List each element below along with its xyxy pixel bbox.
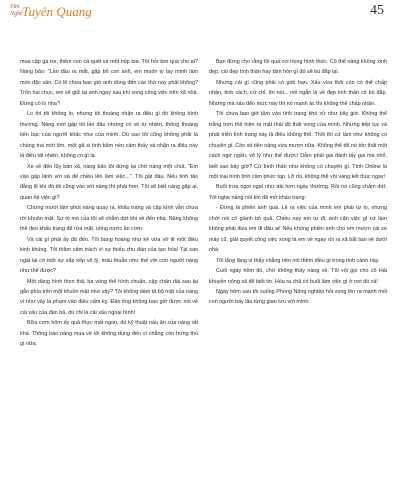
paragraph: Tôi lắng lặng vì thấy chẳng nên nói thêm điều gì trong tình cảnh này.	[216, 257, 380, 264]
paragraph: Buổi trưa ngọt ngạt như dài hơn ngày thường. Rồi nó cũng chấm dứt. Tôi nghe nàng nói khi đã mở khẩu trang:	[209, 184, 387, 201]
page-header	[0, 0, 402, 40]
paragraph: Tôi chưa bao giờ tâm vào tình trạng khó xử như bây giờ. Không thể trắng trợn thể hiện ra mặt thái độ thất vọng của mình. Nhưng tiếp tục và phát triển tình trạng này là điều không thể. Thôi thì cứ làm như không có chuyện gì. Còn số tiền nàng vừa mượn nữa. Không thể để nó tốn thất một cách ngớ ngẩn, vô lý như thế được! Dẫm phải gai đành lấy gai mà nhổ, biết sao bây giờ? Cứ bình thản như không có chuyện gì. Tình Online là một loại hình tình cảm phức tạp. Lỡ rồi, không thể vội vàng kết thúc ngay!	[209, 111, 387, 180]
paragraph: Ngày hôm sau tôi xuống Phòng Nông nghiệp hỏi vọng lên ra mạnh mối con người bấy lâu từng giao lưu với mình.	[209, 288, 387, 306]
paragraph: Chừng mười lăm phút nàng quay ra, khẩu trang và cặp kính vẫn chưa rời khuôn mặt. Sự tò mò của tôi sẽ chẳm dứt khi về đến nhà. Nàng không thể đeo khẩu trang để rửa mặt, uống nước ăn cơm.	[20, 205, 198, 233]
page-number: 45	[370, 3, 384, 18]
paragraph: Một dáng hình thon thả, ba vòng thể hình chuẩn, cặp chân dài sao lại gắn phía trên một khuôn mặt như vậy? Tôi không dám tả bộ mặt của nàng vì như vậy là phạm vào điều cấm kỵ. Đàn ông không bao giờ được nói về cái xấu của đàn bà, dù chỉ là cái xấu ngoại hình!	[20, 278, 198, 316]
left-column	[20, 57, 198, 350]
logo-title: Tuyên Quang	[22, 4, 92, 19]
paragraph: - Đừng là phiền anh quá. Lẽ ra việc của mình em phải tự lo, nhưng chớt nói có giành bố quả. Chiều nay em tự đi, anh cận việc gì cứ làm không phải đưa em đi đâu ai! Nếu không phiền anh cho em mượn cái xe máy cũ, giải quyết công việc xong là em về ngay rồi ra xã bắt taxi về dưới nhà.	[209, 205, 387, 254]
paragraph: Bữa cơm hôm ấy quả thực mất ngon, dù kỹ thuật nấu ăn của nàng rất khá. Thông báo nàng mua về tôi không dụng đến vì chẳng còn hứng thú gì nữa.	[20, 320, 198, 348]
logo-small-text-1: Văn	[10, 4, 20, 10]
paragraph: mua cặp gà tre, thêm con cá quết và một hộp bia. Tôi hỏi làm quà cho ai? Nàng bảo: "Lần đầu ra mắt, gặp bố con anh, em muốn ty tay mình làm món đặc sản. Có lẽ chưa bao giờ anh dùng đến các thứ này phải không? Trốn hai chục, em sẽ giữ lại anh ngay sau khi xong công việc trên xã nhà. Đừng có lo nha"!	[20, 59, 198, 107]
paragraph: Và cái gì phải ấy đã đến. Tôi bàng hoàng như kẻ vừa vỡ lẽ một điều kinh khủng. Tôi thẩm cảm trách vì sự thiếu chu đáo của tạo hóa! Tại sao ngài lại có một sự sắp xếp vô lý, máu thuẫn như thế với con người nàng như thế được?	[20, 236, 198, 275]
paragraph: Bạn đừng cho rằng tôi quá coi trọng hình thức. Có thể nàng không xinh đẹp, cái đẹp tính thần hay tâm hồn gì đó sẽ bù đắp lại.	[209, 59, 387, 76]
paragraph: Nhưng cái gì cũng phải có giới hạn. Xấu vừa thôi còn có thể chấp nhận, tính cách, cử chỉ, lời nói... nói ngắn là về đẹp tinh thần có bù đắp. Nhưng mà xấu đến mức này thì nó mạnh ác thì không thể chấp nhận.	[209, 79, 387, 107]
logo-small-text-2: Nghệ	[10, 11, 23, 17]
paragraph: Cuối ngày hôm đó, chờ không thấy nàng về. Tôi vội gọi cho cô Hải khuyến nông xã để biết tin. Hóa ra chả có buổi làm việc gì ở nơi đó cả!	[209, 268, 387, 285]
right-column	[209, 57, 387, 308]
paragraph: Xe về đến lũy bản xã, nàng bảo tôi đứng lại chờ nàng một chút. "Em vào gặp lãnh với xã để chiều lên làm việc...". Tôi gật đầu. Nếu tình tảo đằng lẽ khi đó tôi cũng vào với nàng thì phải hơn. Tôi sẽ biết nàng gặp ai, quan hệ việc gì?	[20, 163, 198, 201]
paragraph: Lo thì tôi không lo, nhưng tôi thoáng nhận ra điều gì đó không bình thường. Nàng mới gặp tôi lần đầu nhưng có vẻ tự nhiên, thông thoáng tiến bạc của người khác như của mình. Dù sao tôi cũng không phải là chàng trai mới lớn, một gã si tình bẩm nén cảm thấy và nhận ra điều này là điều tất nhiên, không có gì lạ.	[20, 111, 198, 160]
